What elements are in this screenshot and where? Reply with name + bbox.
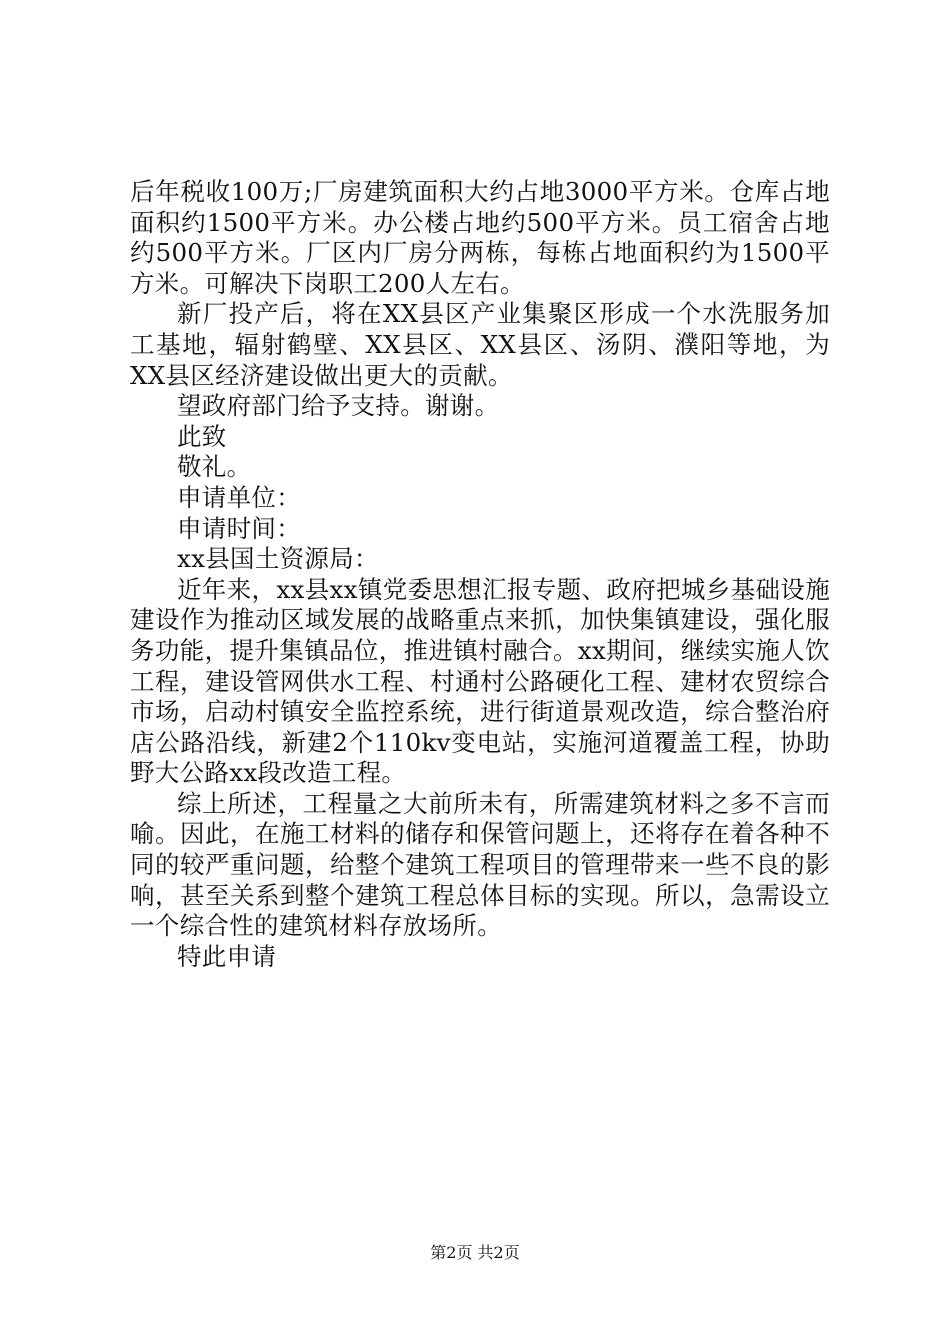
closing-request: 特此申请 <box>177 941 277 971</box>
applicant-label: 申请单位： <box>177 482 301 512</box>
closing-regards: 敬礼。 <box>177 452 252 482</box>
closing-salutation: 此致 <box>177 421 227 451</box>
paragraph: 后年税收100万;厂房建筑面积大约占地3000平方米。仓库占地面积约1500平方米。办公楼占地约500平方米。员工宿舍占地约500平方米。厂区内厂房分两栋，每栋占地面积约为1500平方米。可解决下岗职工200人左右。 <box>130 177 830 298</box>
paragraph: 近年来，xx县xx镇党委思想汇报专题、政府把城乡基础设施建设作为推动区域发展的战略重点来抓，加快集镇建设，强化服务功能，提升集镇品位，推进镇村融合。xx期间，继续实施人饮工程，建设管网供水工程、村通村公路硬化工程、建材农贸综合市场，启动村镇安全监控系统，进行街道景观改造，综合整治府店公路沿线，新建2个110kv变电站，实施河道覆盖工程，协助野大公路xx段改造工程。 <box>130 574 830 788</box>
paragraph: 新厂投产后，将在XX县区产业集聚区形成一个水洗服务加工基地，辐射鹤壁、XX县区、XX县区、汤阴、濮阳等地，为XX县区经济建设做出更大的贡献。 <box>130 299 830 390</box>
date-label: 申请时间： <box>177 513 301 543</box>
recipient-line: xx县国土资源局： <box>177 544 379 574</box>
page-number-footer: 第2页 共2页 <box>430 1243 520 1262</box>
paragraph: 望政府部门给予支持。谢谢。 <box>177 391 500 421</box>
document-body <box>130 177 830 972</box>
paragraph: 综上所述，工程量之大前所未有，所需建筑材料之多不言而喻。因此，在施工材料的储存和保管问题上，还将存在着各种不同的较严重问题，给整个建筑工程项目的管理带来一些不良的影响，甚至关系到整个建筑工程总体目标的实现。所以，急需设立一个综合性的建筑材料存放场所。 <box>130 788 830 941</box>
